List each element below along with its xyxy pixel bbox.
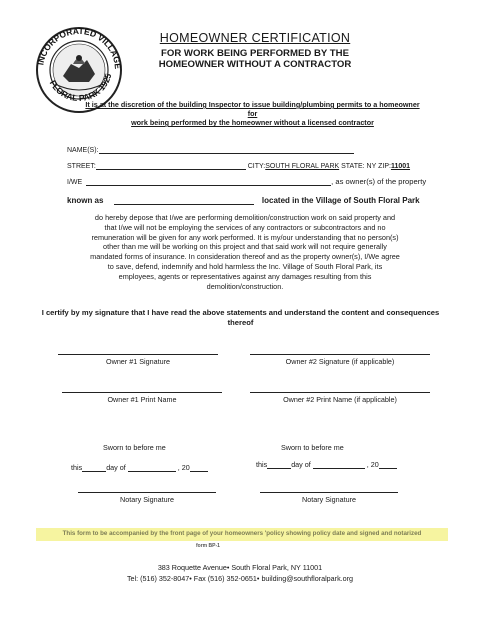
certify-line-1: I certify by my signature that I have read the above statements and understand the content and consequences (41, 308, 440, 317)
notary-date-left (71, 463, 208, 472)
city-value: SOUTH FLORAL PARK (265, 163, 340, 170)
day-blank[interactable] (82, 463, 106, 472)
svg-text:INCORPORATED VILLAGE OF SOUTH: INCORPORATED VILLAGE (35, 25, 124, 70)
notary-signature-caption-left: Notary Signature (120, 495, 174, 504)
known-suffix: located in the Village of South Floral Park (261, 196, 420, 205)
year-blank[interactable] (190, 463, 208, 472)
notary-date-right (256, 460, 397, 469)
month-blank[interactable] (128, 463, 176, 472)
month-blank[interactable] (313, 460, 365, 469)
names-field (67, 145, 354, 154)
owner2-signature-line[interactable] (250, 354, 430, 355)
body-line: that I/we will not be employing the services of any contractors or subcontractors and no (104, 222, 386, 232)
known-as-field (67, 196, 420, 205)
contact-line: Tel: (516) 352-8047• Fax (516) 352-0651• building@southfloralpark.org (126, 574, 354, 583)
state-label: STATE: NY (341, 163, 377, 170)
known-as-line[interactable] (114, 196, 254, 205)
body-line: do hereby depose that I/we are performing demolition/construction work on said property and (94, 213, 396, 222)
owner2-print-line[interactable] (250, 392, 430, 393)
owner1-print-caption: Owner #1 Print Name (107, 395, 177, 404)
village-address (80, 562, 400, 584)
subtitle-line-2: HOMEOWNER WITHOUT A CONTRACTOR (158, 59, 352, 70)
owner1-signature-line[interactable] (58, 354, 218, 355)
body-line: mandated forms of insurance. In consideration thereof and as the property owner(s), I/We agree (90, 252, 400, 262)
policy-attachment-note: This form to be accompanied by the front page of your homeowners 'policy showing policy date and signed and notarized (62, 530, 422, 537)
names-label: NAME(S): (67, 147, 99, 154)
day-of-label: day of (291, 460, 311, 469)
address-line: 383 Roquette Avenue• South Floral Park, NY 11001 (157, 563, 323, 572)
body-line: other than me will be working on this project and that said work will not require generally (103, 242, 387, 252)
owner-line[interactable] (86, 177, 331, 186)
subtitle-line-1: FOR WORK BEING PERFORMED BY THE (161, 48, 349, 59)
year-prefix: , 20 (366, 460, 379, 469)
body-line: demolition/construction. (206, 281, 284, 291)
address-field (67, 161, 410, 170)
deposition-paragraph (70, 213, 420, 291)
owner1-print-line[interactable] (62, 392, 222, 393)
owner2-signature-caption: Owner #2 Signature (if applicable) (285, 357, 395, 366)
names-line[interactable] (99, 145, 354, 154)
street-label: STREET: (67, 163, 96, 170)
this-label: this (71, 463, 83, 472)
form-title: HOMEOWNER CERTIFICATION (159, 31, 351, 45)
notary-signature-line-right[interactable] (260, 492, 398, 493)
notice-line-1: It is at the discretion of the building Inspector to issue building/plumbing permits to a homeowner for (85, 100, 420, 118)
owner1-signature-caption: Owner #1 Signature (106, 357, 170, 366)
form-number: form BP-1 (196, 543, 220, 549)
certification-statement (28, 308, 453, 328)
year-blank[interactable] (379, 460, 397, 469)
notice-line-2: work being performed by the homeowner without a licensed contractor (131, 118, 374, 127)
city-label: CITY: (247, 163, 266, 170)
sworn-label-right: Sworn to before me (281, 443, 344, 452)
year-prefix: , 20 (177, 463, 190, 472)
body-line: remuneration will be given for any work performed. It is my/our understanding that no person(s) (91, 232, 399, 242)
discretion-notice (80, 100, 425, 127)
this-label: this (256, 460, 268, 469)
sworn-label-left: Sworn to before me (103, 443, 166, 452)
body-line: employees, agents or representatives against any damages resulting from this (118, 271, 372, 281)
day-of-label: day of (106, 463, 126, 472)
iwe-label: I/WE (67, 179, 83, 186)
owner2-print-caption: Owner #2 Print Name (if applicable) (283, 395, 397, 404)
street-line[interactable] (96, 161, 246, 170)
notary-signature-line-left[interactable] (78, 492, 216, 493)
owner-suffix: , as owner(s) of the property (331, 177, 427, 186)
known-label: known as (67, 196, 104, 205)
form-subtitle (130, 48, 380, 70)
zip-label: ZIP: (378, 163, 391, 170)
notary-signature-caption-right: Notary Signature (302, 495, 356, 504)
svg-text:FLORAL PARK 1925: FLORAL PARK 1925 (47, 72, 114, 104)
day-blank[interactable] (267, 460, 291, 469)
certify-line-2: thereof (227, 318, 254, 327)
zip-value: 11001 (390, 163, 411, 170)
body-line: to save, defend, indemnify and hold harmless the Inc. Village of South Floral Park, its (107, 261, 383, 271)
owner-field (67, 177, 426, 186)
